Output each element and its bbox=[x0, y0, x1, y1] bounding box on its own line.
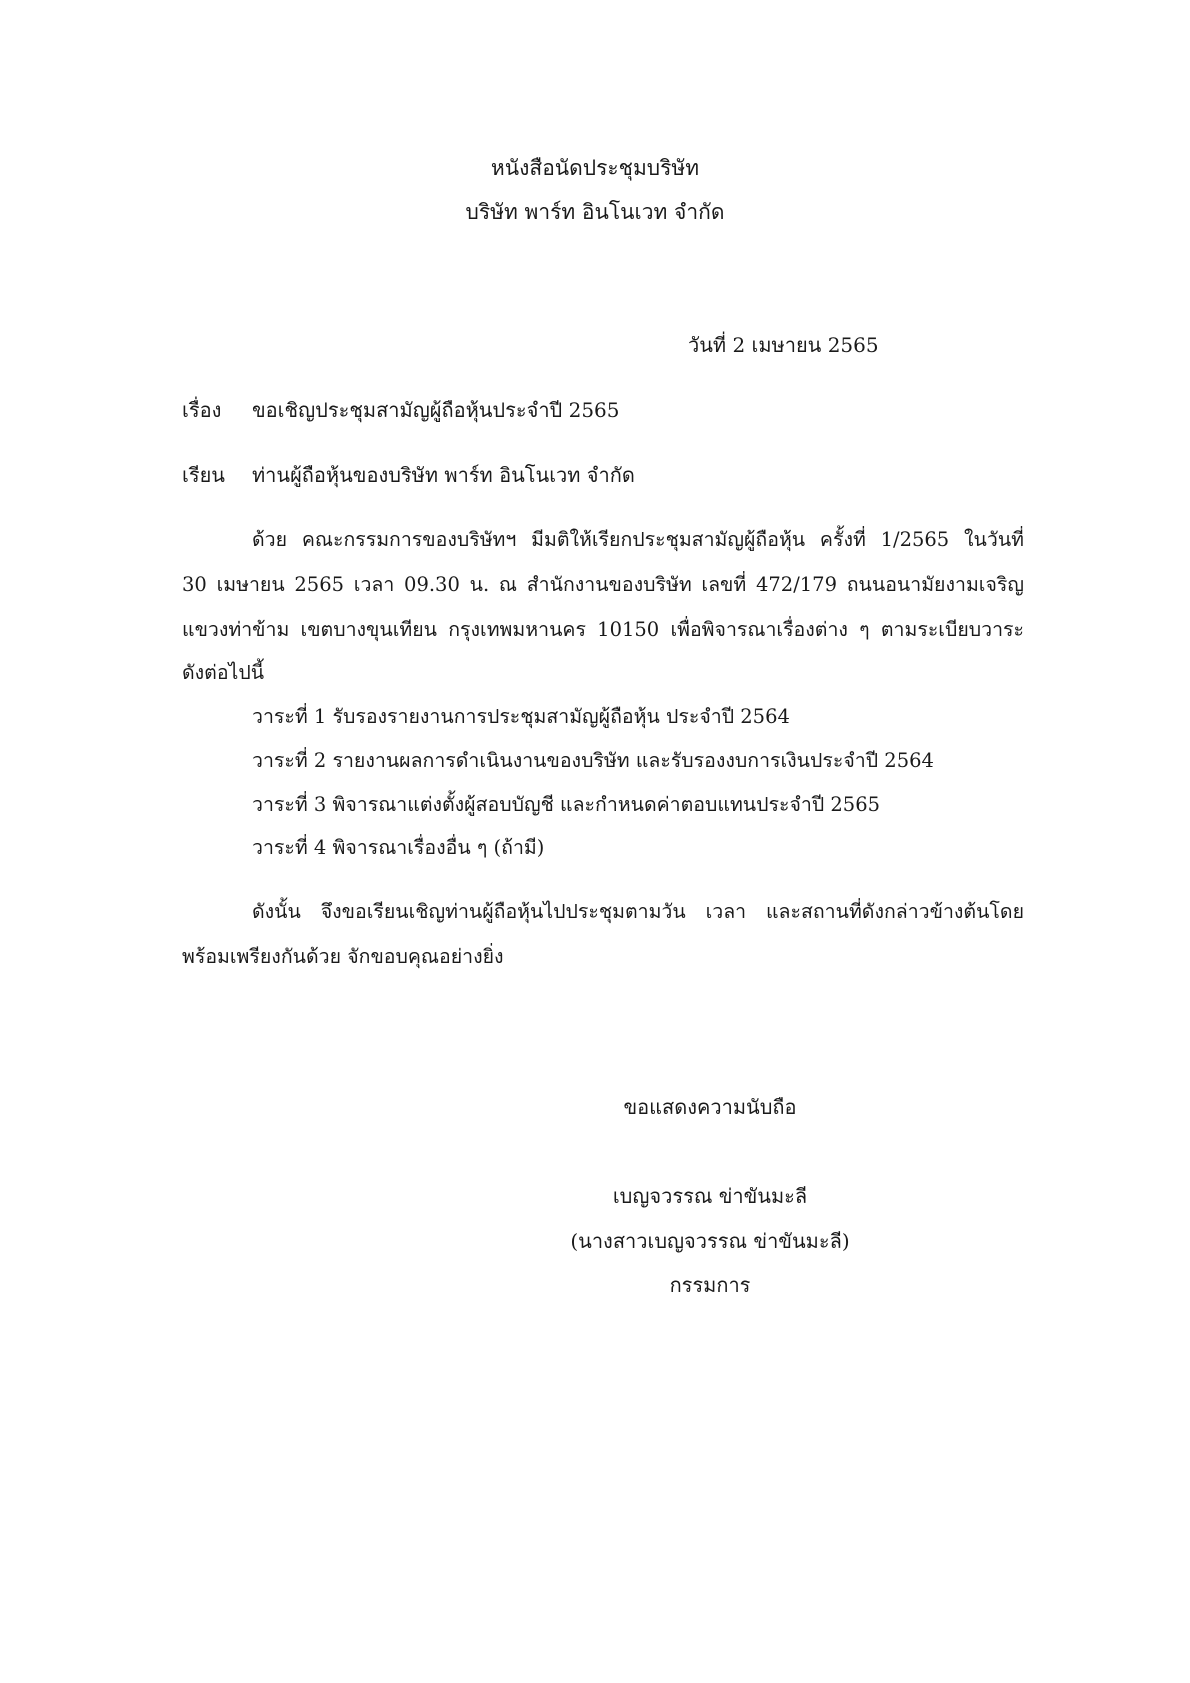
letter-date: วันที่ 2 เมษายน 2565 bbox=[688, 333, 879, 357]
paragraph2-line2: พร้อมเพรียงกันด้วย จักขอบคุณอย่างยิ่ง bbox=[182, 945, 504, 968]
subject-label: เรื่อง bbox=[182, 398, 222, 422]
closing-phrase: ขอแสดงความนับถือ bbox=[623, 1095, 797, 1119]
agenda-item-2: วาระที่ 2 รายงานผลการดำเนินงานของบริษัท และรับรองงบการเงินประจำปี 2564 bbox=[252, 749, 934, 772]
paragraph1-line2: 30 เมษายน 2565 เวลา 09.30 น. ณ สำนักงานของบริษัท เลขที่ 472/179 ถนนอนามัยงามเจริญ bbox=[182, 573, 1024, 596]
paragraph1-line3: แขวงท่าข้าม เขตบางขุนเทียน กรุงเทพมหานคร 10150 เพื่อพิจารณาเรื่องต่าง ๆ ตามระเบียบวาระ bbox=[182, 618, 1024, 641]
paragraph2-line1: ดังนั้น จึงขอเรียนเชิญท่านผู้ถือหุ้นไปประชุมตามวัน เวลา และสถานที่ดังกล่าวข้างต้นโดย bbox=[252, 900, 1024, 923]
agenda-item-3: วาระที่ 3 พิจารณาแต่งตั้งผู้สอบบัญชี และกำหนดค่าตอบแทนประจำปี 2565 bbox=[252, 793, 881, 816]
agenda-item-4: วาระที่ 4 พิจารณาเรื่องอื่น ๆ (ถ้ามี) bbox=[252, 836, 545, 859]
recipient-text: ท่านผู้ถือหุ้นของบริษัท พาร์ท อินโนเวท จำกัด bbox=[252, 463, 635, 487]
company-name: บริษัท พาร์ท อินโนเวท จำกัด bbox=[465, 200, 725, 224]
signatory-title: กรรมการ bbox=[669, 1273, 751, 1297]
signature-name: เบญจวรรณ ข่าขันมะลี bbox=[612, 1184, 808, 1208]
recipient-label: เรียน bbox=[182, 463, 225, 487]
agenda-item-1: วาระที่ 1 รับรองรายงานการประชุมสามัญผู้ถือหุ้น ประจำปี 2564 bbox=[252, 705, 790, 728]
paragraph1-line4: ดังต่อไปนี้ bbox=[182, 661, 265, 684]
signatory-full-name: (นางสาวเบญจวรรณ ข่าขันมะลี) bbox=[570, 1229, 850, 1253]
subject-text: ขอเชิญประชุมสามัญผู้ถือหุ้นประจำปี 2565 bbox=[252, 398, 620, 422]
document-title: หนังสือนัดประชุมบริษัท bbox=[490, 156, 700, 180]
paragraph1-line1: ด้วย คณะกรรมการของบริษัทฯ มีมติให้เรียกประชุมสามัญผู้ถือหุ้น ครั้งที่ 1/2565 ในวันที่ bbox=[252, 528, 1024, 551]
